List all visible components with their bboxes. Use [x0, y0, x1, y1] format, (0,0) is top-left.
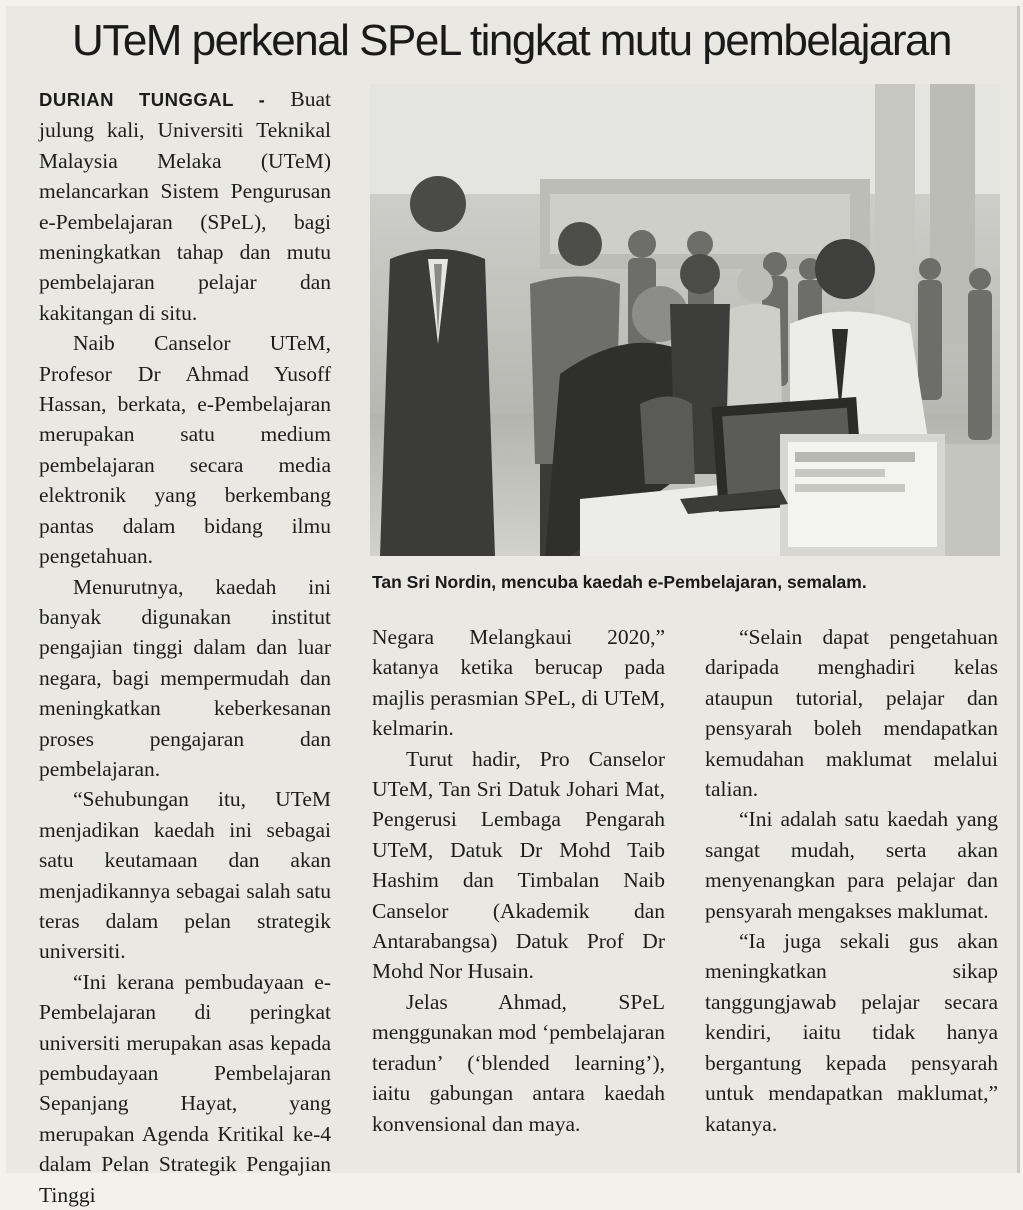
photo-caption: Tan Sri Nordin, mencuba kaedah e-Pembelajaran, semalam.: [372, 572, 867, 592]
article-paragraph: Jelas Ahmad, SPeL menggunakan mod ‘pembelajaran teradun’ (‘blended learning’), iaitu gabungan antara kaedah konvensional dan maya.: [372, 989, 665, 1136]
article-paragraph: “Ini adalah satu kaedah yang sangat mudah, serta akan menyenangkan para pelajar dan pensyarah mengakses maklumat.: [705, 807, 998, 923]
article-paragraph: “Ini kerana pembudayaan e-Pembelajaran di peringkat universiti merupakan asas kepada pembudayaan Pembelajaran Sepanjang Hayat, yang merupakan Agenda Kritikal ke-4 dalam Pelan Strategik Pengajian Tinggi: [39, 969, 331, 1207]
article-paragraph: Negara Melangkaui 2020,” katanya ketika berucap pada majlis perasmian SPeL, di UTeM, kelmarin.: [372, 625, 665, 741]
news-photo: [370, 84, 1000, 556]
article-paragraph: “Sehubungan itu, UTeM menjadikan kaedah ini sebagai satu keutamaan dan akan menjadikannya sebagai salah satu teras dalam pelan strategik universiti.: [39, 787, 331, 964]
article-column-2: [372, 622, 665, 1139]
article-paragraph: Turut hadir, Pro Canselor UTeM, Tan Sri Datuk Johari Mat, Pengerusi Lembaga Pengarah UTeM, Datuk Dr Mohd Taib Hashim dan Timbalan Naib Canselor (Akademik dan Antarabangsa) Datuk Prof Dr Mohd Nor Husain.: [372, 746, 665, 984]
article-paragraph: “Ia juga sekali gus akan meningkatkan sikap tanggungjawab pelajar secara kendiri, iaitu tidak hanya bergantung kepada pensyarah untuk mendapatkan maklumat,” katanya.: [705, 929, 998, 1136]
article-paragraph: DURIAN TUNGGAL - Buat julung kali, Universiti Teknikal Malaysia Melaka (UTeM) melancarkan Sistem Pengurusan e-Pembelajaran (SPeL), bagi meningkatkan tahap dan mutu pembelajaran pelajar dan kakitangan di situ.: [39, 87, 331, 325]
article-paragraph: Naib Canselor UTeM, Profesor Dr Ahmad Yusoff Hassan, berkata, e-Pembelajaran merupakan satu medium pembelajaran secara media elektronik yang berkembang pantas dalam bidang ilmu pengetahuan.: [39, 331, 331, 569]
article-paragraph: Menurutnya, kaedah ini banyak digunakan institut pengajian tinggi dalam dan luar negara, bagi mempermudah dan meningkatkan keberkesanan proses pengajaran dan pembelajaran.: [39, 574, 331, 781]
article-headline: UTeM perkenal SPeL tingkat mutu pembelajaran: [72, 16, 951, 65]
dateline: DURIAN TUNGGAL: [39, 89, 234, 110]
article-column-1: [39, 84, 331, 1210]
article-paragraph: “Selain dapat pengetahuan daripada menghadiri kelas ataupun tutorial, pelajar dan pensyarah boleh mendapatkan kemudahan maklumat melalui talian.: [705, 625, 998, 802]
article-column-3: [705, 622, 998, 1139]
